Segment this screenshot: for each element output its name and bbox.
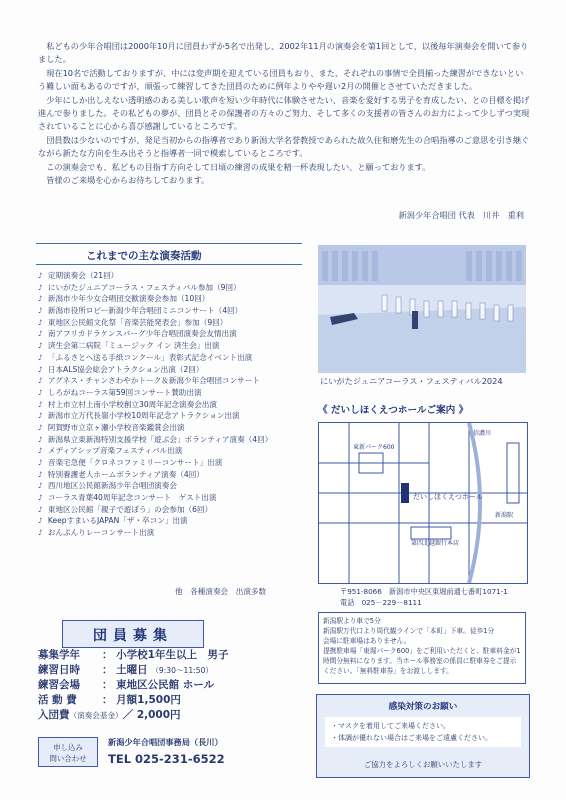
hall-address [340, 586, 508, 608]
activity-item: ♪ 東地区公民館文化祭「音楽芸能発表会」参加（9回） [38, 317, 304, 329]
recruit-label: 入団費 [38, 709, 70, 721]
activity-item: ♪ 新潟県立東新潟特別支援学校「遊ぶ会」ボランティア演奏（4回） [38, 434, 304, 446]
recruit-note: （演奏会基金） [69, 711, 123, 720]
activity-item: ♪ 音楽宅急便「クロネコファミリーコンサート」出演 [38, 457, 304, 469]
recruit-row: 練習会場 ： 東地区公民館 ホール [38, 679, 215, 691]
contact-label: 申し込み [53, 743, 83, 752]
recruit-title-box [62, 620, 204, 648]
photo-caption: にいがたジュニアコーラス・フェスティバル2024 [320, 376, 503, 386]
activity-item: ♪ 西川地区公民館新潟少年合唱団演奏会 [38, 480, 304, 492]
activity-item: ♪ にいがたジュニアコーラス・フェスティバル参加（9回） [38, 282, 304, 294]
contact-phone: TEL 025-231-6522 [108, 752, 225, 766]
activities-header [36, 243, 302, 265]
hall-address-line: 〒951-8066 新潟市中央区東堀前通七番町1071-1 [340, 587, 508, 596]
activity-item: ♪ 新潟市少年少女合唱団交歓演奏会参加（10回） [38, 293, 304, 305]
activity-item: ♪ KeepすまいるJAPAN「ザ・卒コン」出演 [38, 515, 304, 527]
map-river-label: 信濃川 [473, 430, 492, 437]
infection-notice [316, 694, 530, 778]
contact-org: 新潟少年合唱団事務局（長川） [108, 737, 223, 747]
choir-photo [318, 245, 526, 373]
intro-paragraph: 現在10名で活動しておりますが、中には変声期を迎えている団員もおり、また、それぞれの事情で全員揃った練習ができないという難しい面もあるのですが、頑張って練習してきた団員のために例年よりやや遅い2月の開催とさせていただきました。 [38, 67, 524, 92]
hall-title: 《 だいしほくえつホールご案内 》 [318, 405, 469, 416]
activity-item: ♪ 村上市立村上南小学校創立30周年記念演奏会出演 [38, 399, 304, 411]
map-station-label: 新潟駅 [495, 512, 514, 519]
recruit-row: 募集学年 ： 小学校1年生以上 男子 [38, 649, 229, 661]
infection-items [325, 717, 521, 747]
activity-item: ♪ おんぷんりレーコンサート出演 [38, 527, 304, 539]
intro-text [38, 40, 530, 187]
recruit-row: 入団費（演奏会基金）／ 2,000円 [38, 709, 181, 721]
signature: 新潟少年合唱団 代表 川井 重利 [398, 210, 524, 220]
recruit-note: （9:30～11:50） [151, 666, 214, 675]
recruit-value: 東地区公民館 ホール [116, 679, 215, 691]
activity-item: ♪ 「ふるさとへ送る手紙コンクール」表彰式記念イベント出演 [38, 352, 304, 364]
access-line: 新潟駅万代口より周代観ラインで「本町」下車。徒歩1分 [323, 627, 495, 635]
activities-list [38, 270, 304, 539]
activities-note: 他 各種演奏会 出演多数 [175, 587, 267, 596]
activity-item: ♪ 新潟市役所ロビー新潟少年合唱団ミニコンサート（4回） [38, 305, 304, 317]
intro-paragraph: 団員数は少ないのですが、発足当初からの指導者であり新潟大学名誉教授であられた故久住和磨先生の合唱指導のご意思を引き継ぐながら新たな方向を生み出そうと指導者一同で模索しているところです。 [38, 134, 530, 159]
intro-paragraph: 皆様のご来場を心からお待ちしております。 [46, 175, 210, 186]
recruit-row: 活 動 費 ： 月額1,500円 [38, 694, 181, 706]
hall-phone: 電話 025－229－8111 [340, 598, 422, 607]
intro-paragraph: 少年にしか出しえない透明感のある美しい歌声を短い少年時代に体験させたい、音楽を愛好する男子を育成したい、との目標を掲げ進んで参りました。その私どもの夢が、団員とその保護者の方々のご努力、そして多くの支援者の皆さんのお力によって少しずつ実現されていることに心から喜び感謝しているところです。 [38, 94, 530, 132]
choir-photo-image [318, 245, 526, 373]
recruit-value: 2,000円 [136, 709, 181, 721]
activity-item: ♪ 定期演奏会（21回） [38, 270, 304, 282]
recruit-label: 練習会場 [38, 679, 80, 691]
recruit-value: 土曜日 [116, 664, 148, 676]
intro-paragraph: この演奏会でも、私どもの目指す方向そして日頃の練習の成果を精一杯表現したい、と願っております。 [46, 161, 431, 172]
infection-item: ・体調が優れない場合はご来場をご遠慮ください。 [331, 734, 492, 742]
map-bank-label: 第四北越銀行本店 [411, 540, 460, 547]
activity-item: ♪ 日本ALS協会総会アトラクション出演（2回） [38, 364, 304, 376]
access-line: 提携駐車場「東堀パーク600」をご利用いただくと、駐車料金が1時間分無料になります。当ホール事務室の係員に駐車券をご提示ください。「無料駐車券」をお渡しします。 [323, 647, 521, 675]
recruit-title: 団員募集 [93, 628, 173, 644]
access-info [318, 612, 526, 684]
recruit-details [38, 648, 228, 723]
contact-label-box [38, 737, 98, 767]
activity-item: ♪ メディアシップ音楽フェスティバル出演 [38, 445, 304, 457]
map-image [319, 423, 527, 583]
infection-footer: ご協力をよろしくお願いいたします [363, 760, 483, 769]
infection-item: ・マスクを着用してご来場ください。 [331, 722, 450, 730]
activity-item: ♪ 南アフリカドラケンスバーグ少年合唱団演奏会友情出演 [38, 328, 304, 340]
recruit-label: 活 動 費 [38, 694, 77, 706]
recruit-label: 募集学年 [38, 649, 80, 661]
access-map [318, 422, 528, 584]
recruit-value: 小学校1年生以上 男子 [116, 649, 229, 661]
activities-title: これまでの主な演奏活動 [86, 250, 202, 262]
activity-item: ♪ しろがねコーラス第59回コンサート賛助出演 [38, 387, 304, 399]
map-hall-label: だいしほくえつホール [413, 493, 483, 501]
recruit-value: 月額1,500円 [116, 694, 181, 706]
activity-item: ♪ 阿賀野市立京ヶ瀬小学校音楽鑑賞会出演 [38, 422, 304, 434]
recruit-label: 練習日時 [38, 664, 80, 676]
activity-item: ♪ アグネス・チャンさわやかトーク＆新潟少年合唱団コンサート [38, 375, 304, 387]
access-line: 新潟駅より車で5分 [323, 617, 381, 625]
infection-title: 感染対策のお願い [388, 702, 458, 712]
recruit-row: 練習日時 ： 土曜日 （9:30～11:50） [38, 664, 214, 676]
map-parking-label: 東新パーク600 [353, 444, 395, 451]
activity-item: ♪ 新潟市立万代長嶺小学校10周年記念アトラクション出演 [38, 410, 304, 422]
contact-label: 問い合わせ [49, 754, 87, 763]
access-line: 会場に駐車場はありません。 [323, 637, 411, 645]
intro-paragraph: 私どもの少年合唱団は2000年10月に団員わずか5名で出発し、2002年11月の演奏会を第1回として、以後毎年演奏会を開いて参りました。 [38, 41, 529, 65]
activity-item: ♪ 東地区公民館「親子で遊ぼう」の会参加（6回） [38, 504, 304, 516]
activity-item: ♪ 済生会第二病院「ミュージック イン 済生会」出演 [38, 340, 304, 352]
contact-block [38, 737, 304, 767]
activity-item: ♪ コーラス青葉40周年記念コンサート ゲスト出演 [38, 492, 304, 504]
activity-item: ♪ 特別養護老人ホームボランティア演奏（4回） [38, 469, 304, 481]
